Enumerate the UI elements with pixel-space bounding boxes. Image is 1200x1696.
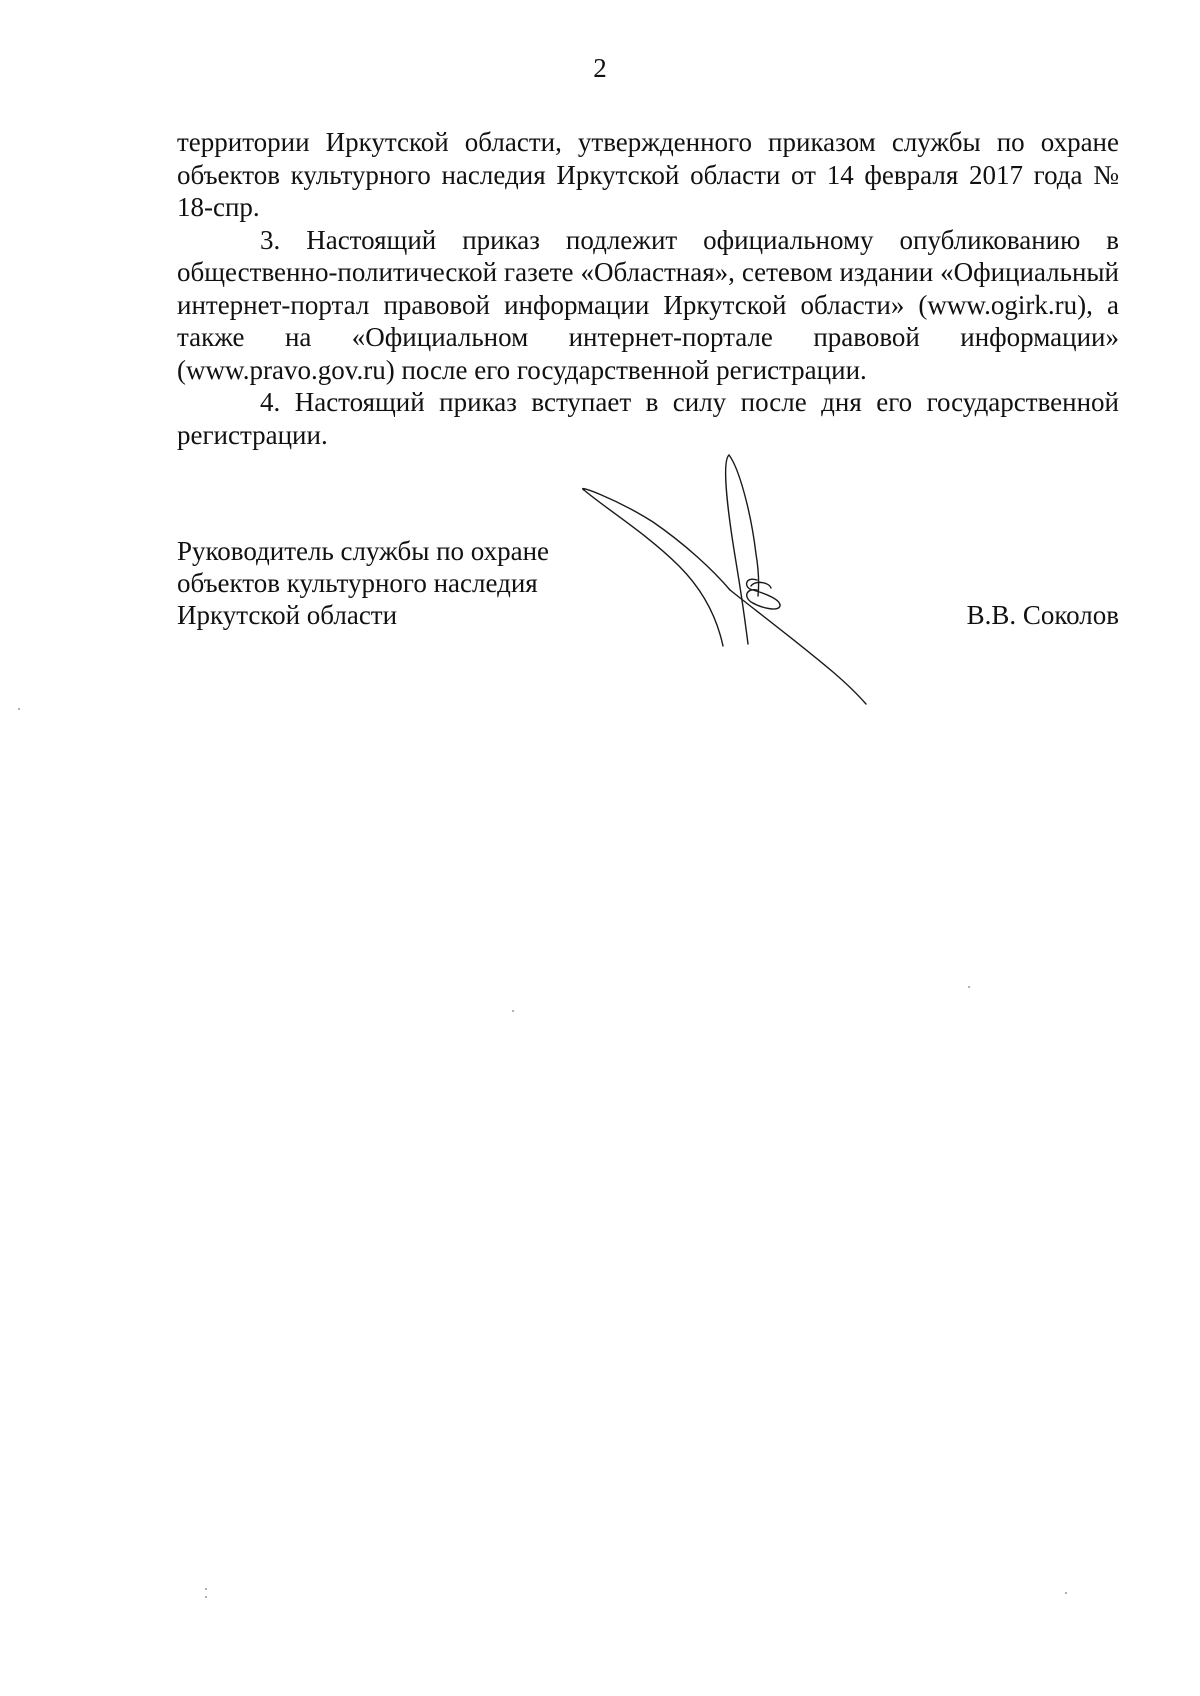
paragraph-continuation: территории Иркутской области, утвержденного приказом службы по охране объектов культурного наследия Иркутской области от 14 февраля 2017 года № 18-спр.	[177, 127, 1119, 222]
signer-name: В.В. Соколов	[966, 600, 1119, 630]
page-number: 2	[593, 53, 607, 83]
signer-title-line: Руководитель службы по охране	[177, 536, 550, 566]
scan-speck	[205, 1596, 207, 1598]
scan-speck	[512, 1010, 514, 1012]
document-body	[177, 126, 1119, 451]
scan-speck	[205, 1588, 207, 1590]
scan-speck	[1065, 1592, 1067, 1594]
paragraph-effective-date: 4. Настоящий приказ вступает в силу после дня его государственной регистрации.	[177, 387, 1119, 450]
signer-title-line: объектов культурного наследия	[177, 568, 538, 598]
signer-title-line: Иркутской области	[177, 600, 398, 630]
paragraph-publication: 3. Настоящий приказ подлежит официальному опубликованию в общественно-политической газете «Областная», сетевом издании «Официальный интернет-портал правовой информации Иркутской области» (www.ogirk.ru), а также на «Официальном интернет-портале правовой информации» (www.pravo.gov.ru) после его государственной регистрации.	[177, 224, 1119, 385]
scan-speck	[18, 708, 20, 710]
handwritten-signature	[575, 440, 895, 720]
scan-speck	[968, 986, 970, 988]
